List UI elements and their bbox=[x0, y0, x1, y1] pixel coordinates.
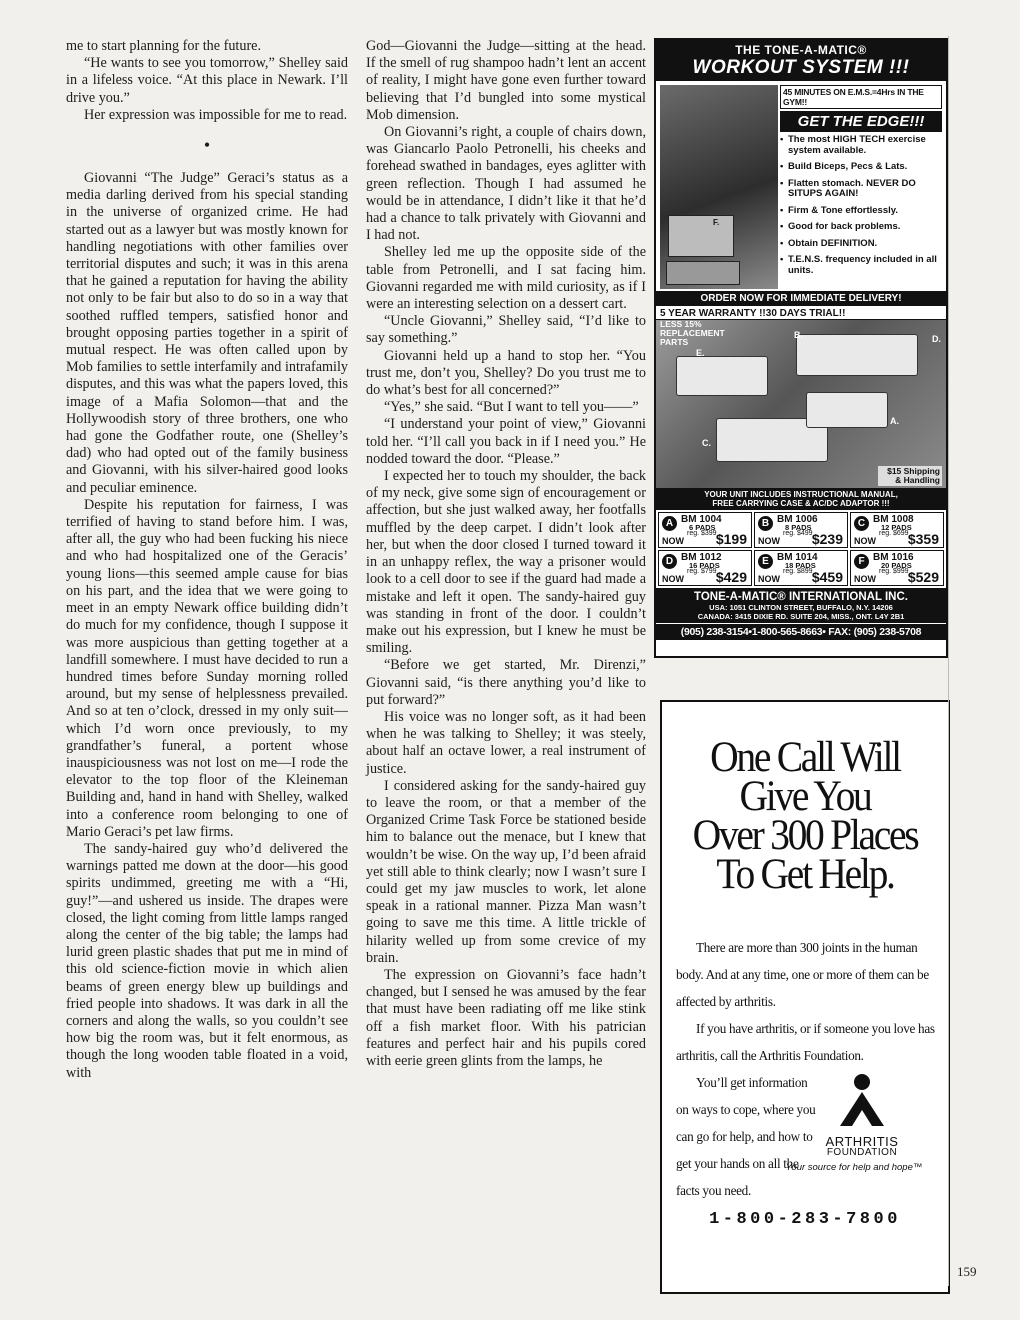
model-letter-badge: D bbox=[662, 554, 677, 569]
model-code: BM 1004 bbox=[681, 514, 722, 525]
now-label: NOW bbox=[854, 574, 876, 584]
model-price-grid bbox=[656, 510, 946, 588]
fitness-couple-photo bbox=[660, 85, 778, 289]
model-code: BM 1016 bbox=[873, 552, 914, 563]
model-letter-badge: C bbox=[854, 516, 869, 531]
model-offer bbox=[754, 512, 848, 548]
model-price: $359 bbox=[907, 531, 939, 547]
replacement-note: LESS 15% REPLACEMENT PARTS bbox=[660, 319, 725, 347]
unit-label: B. bbox=[794, 330, 803, 340]
arthritis-foundation-ad bbox=[660, 700, 950, 1294]
paragraph: I expected her to touch my shoulder, the back of my neck, give some sign of encouragement or affection, but she just walked away, her footfalls muffled by the deep carpet. I didn’t look after her, but when the door closed I turned toward it in an unhappy reflex, the way a prisoner would look to a cell door to see if the guard had made a mistake and left it open. The sandy-haired guy was standing in front of the door. I couldn’t make out his expression, but I knew he must be smiling. bbox=[366, 468, 646, 657]
list-item: • Good for back problems. bbox=[780, 222, 942, 233]
org-name bbox=[812, 1136, 912, 1158]
paragraph: The expression on Giovanni’s face hadn’t changed, but I sensed he was amused by the fear that must have been radiating off me like stink off a fish market floor. With his patrician features and perfect hair and his pupils cored with eerie green glints from the lamps, he bbox=[366, 966, 646, 1069]
phone-numbers: (905) 238-3154•1-800-565-8663• FAX: (905) 238-5708 bbox=[656, 623, 946, 640]
ad-promo-area bbox=[656, 81, 946, 291]
list-item: • Firm & Tone effortlessly. bbox=[780, 206, 942, 217]
ad-features bbox=[780, 85, 942, 282]
page-number: 159 bbox=[957, 1264, 977, 1279]
model-offer bbox=[754, 550, 848, 586]
canada-address: CANADA: 3415 DIXIE RD. SUITE 204, MISS., ONT. L4Y 2B1 bbox=[697, 612, 905, 621]
section-break: • bbox=[203, 135, 211, 156]
paragraph: me to start planning for the future. bbox=[66, 38, 262, 54]
headline-line: One Call Will bbox=[710, 734, 900, 781]
model-price: $529 bbox=[907, 569, 939, 585]
now-label: NOW bbox=[758, 536, 780, 546]
model-regular-price: reg. $399 bbox=[687, 530, 717, 537]
now-label: NOW bbox=[662, 574, 684, 584]
model-regular-price: reg. $899 bbox=[783, 568, 813, 575]
unit-label: A. bbox=[890, 416, 899, 426]
includes-banner bbox=[656, 488, 946, 510]
model-pads: 12 PADS bbox=[881, 523, 912, 532]
ad-paragraph: If you have arthritis, or if someone you love has arthritis, call the Arthritis Foundation. bbox=[676, 1021, 935, 1063]
ad-headline bbox=[673, 734, 936, 898]
org-tagline: Your source for help and hope™ bbox=[785, 1162, 923, 1173]
unit-label: D. bbox=[932, 334, 941, 344]
model-price: $239 bbox=[811, 531, 843, 547]
org-name-line: ARTHRITIS bbox=[825, 1134, 899, 1149]
company-name: TONE-A-MATIC® INTERNATIONAL INC. bbox=[694, 591, 908, 603]
paragraph: Giovanni held up a hand to stop her. “You trust me, don’t you, Shelley? Do you trust me to do what’s best for all concerned?” bbox=[366, 347, 646, 399]
headline-line: Give You bbox=[739, 773, 871, 820]
unit-label: C. bbox=[702, 438, 711, 448]
paragraph: “I understand your point of view,” Giovanni told her. “I’ll call you back in if I need you.” He nodded toward the door. “Please.” bbox=[366, 416, 646, 467]
photo-label: F. bbox=[713, 218, 720, 227]
paragraph: Despite his reputation for fairness, I was terrified of having to stand before him. I was, after all, the guy who had been fucking his niece and who had hospitalized one of the Geracis’ young lions—this seemed ample cause for bias on his part, and the idea that we were going to meet in an empty Newark office building didn’t do much for my confidence, though I suppose it was more auspicious than getting together at a landfill somewhere. I must have decided to run a hundred times before Sunday morning rolled around, but my sense of helplessness prevailed. And so at ten o’clock, dressed in my only suit—which I’d worn once previously, to my grandfather’s funeral, a portent whose inauspiciousness was not lost on me—I rode the elevator to the top floor of the Kleineman Building and, hand in hand with Shelley, walked into a conference room belonging to one of Mario Geraci’s pet law firms. bbox=[66, 496, 348, 840]
helpline-number: 1-800-283-7800 bbox=[709, 1210, 901, 1229]
edge-banner: GET THE EDGE!!! bbox=[780, 111, 942, 132]
org-name-line: FOUNDATION bbox=[826, 1147, 898, 1158]
model-code: BM 1006 bbox=[777, 514, 818, 525]
unit-image bbox=[796, 334, 918, 376]
includes-line: YOUR UNIT INCLUDES INSTRUCTIONAL MANUAL, bbox=[704, 490, 898, 499]
now-label: NOW bbox=[662, 536, 684, 546]
paragraph: “Before we get started, Mr. Direnzi,” Giovanni said, “is there anything you’d like to put forward?” bbox=[366, 657, 646, 708]
list-item: • Flatten stomach. NEVER DO SITUPS AGAIN! bbox=[780, 179, 942, 200]
company-block bbox=[656, 588, 946, 623]
model-code: BM 1012 bbox=[681, 552, 722, 563]
paragraph: Her expression was impossible for me to read. bbox=[84, 106, 348, 123]
model-pads: 16 PADS bbox=[689, 561, 720, 570]
model-offer bbox=[850, 512, 944, 548]
paragraph: God—Giovanni the Judge—sitting at the head. If the smell of rug shampoo hadn’t lent an accent of reality, I might have gone even further toward believing that I’d bungled into some mystical Mob dimension. bbox=[366, 38, 646, 123]
model-price: $459 bbox=[811, 569, 843, 585]
tone-a-matic-ad bbox=[654, 38, 948, 658]
now-label: NOW bbox=[854, 536, 876, 546]
unit-image bbox=[676, 356, 768, 396]
paragraph: Giovanni “The Judge” Geraci’s status as a media darling derived from his special standing in the universe of organized crime. He had started out as a lawyer but was mostly known for handling negotiations with other families over territorial disputes and such; it was in this arena that he gained a reputation for having the ability not only to be fair but also to do so in a way that soothed ruffled tempers, satisfied honor and brought opposing parties together in a spirit of mutual respect. He was often called upon by Mob families to settle interfamily and intrafamily disputes, and this was what the papers loved, this image of a Mafia Solomon—that and the Hollywoodish story of three brothers, one who had gone the Godfather route, one (Shelley’s dad) who had opted out of the family business and Giovanni, with his silver-haired good looks and peculiar eminence. bbox=[66, 170, 348, 496]
model-regular-price: reg. $499 bbox=[783, 530, 813, 537]
feature-list bbox=[780, 135, 942, 276]
model-pads: 6 PADS bbox=[689, 523, 716, 532]
paragraph: The sandy-haired guy who’d delivered the warnings patted me down at the door—his good spirits undimmed, greeting me with a “Hi, guy!”—and ushered us inside. The drapes were closed, the light coming from little lamps ranged along the center of the big table; the lamps had lurid green plastic shades that put me in mind of this old science-fiction movie in which alien beams of green energy blew up buildings and fried people into shadows. It was dark in all the corners and along the walls, so you couldn’t see how big the room was, but it felt enormous, as though the long wooden table floated in a void, with bbox=[66, 840, 348, 1081]
model-code: BM 1008 bbox=[873, 514, 914, 525]
units-photo bbox=[656, 320, 946, 488]
list-item: • T.E.N.S. frequency included in all units. bbox=[780, 255, 942, 276]
paragraph: Shelley led me up the opposite side of the table from Petronelli, and I sat facing him. Giovanni regarded me with mild curiosity, as if I were an interesting selection on a dessert cart. bbox=[366, 244, 646, 313]
page-edge-rule bbox=[948, 36, 949, 1286]
model-offer bbox=[658, 550, 752, 586]
paragraph: “Yes,” she said. “But I want to tell you——” bbox=[384, 399, 639, 416]
list-item: • Build Biceps, Pecs & Lats. bbox=[780, 162, 942, 173]
list-item: • The most HIGH TECH exercise system available. bbox=[780, 135, 942, 156]
arthritis-foundation-logo-icon bbox=[832, 1072, 892, 1128]
ad-title: WORKOUT SYSTEM !!! bbox=[692, 57, 910, 78]
model-letter-badge: A bbox=[662, 516, 677, 531]
article-column-2 bbox=[366, 38, 646, 1070]
minutes-claim: 45 MINUTES ON E.M.S.=4Hrs IN THE GYM!! bbox=[780, 85, 942, 109]
model-offer bbox=[850, 550, 944, 586]
shipping-note: $15 Shipping & Handling bbox=[878, 466, 942, 486]
ad-brand-line: THE TONE-A-MATIC® bbox=[735, 43, 867, 57]
model-price: $429 bbox=[715, 569, 747, 585]
paragraph: His voice was no longer soft, as it had been when he was talking to Shelley; it was steely, about half an octave lower, a real instrument of justice. bbox=[366, 708, 646, 777]
model-code: BM 1014 bbox=[777, 552, 818, 563]
paragraph: “He wants to see you tomorrow,” Shelley said in a lifeless voice. “At this place in Newark. I’ll drive you.” bbox=[66, 55, 348, 106]
usa-address: USA: 1051 CLINTON STREET, BUFFALO, N.Y. 14206 bbox=[709, 603, 893, 612]
paragraph: On Giovanni’s right, a couple of chairs down, was Giancarlo Paolo Petronelli, his cheeks and forehead swathed in bandages, eyes aglitter with green reflection. Though I had assumed he would be in attendance, I didn’t like it that he’d had a chance to talk privately with Giovanni and I had not. bbox=[366, 124, 646, 244]
model-letter-badge: B bbox=[758, 516, 773, 531]
model-regular-price: reg. $999 bbox=[879, 568, 909, 575]
paragraph: I considered asking for the sandy-haired guy to leave the room, or that a member of the Organized Crime Task Force be stationed beside him to balance out the menace, but I knew that wouldn’t be wise. On the way up, I’d been afraid yet still able to think clearly; now I wasn’t sure I could get my jaw muscles to work, let alone speak in a rational manner. Pizza Man wasn’t going to save me this time. A little trickle of hilarity welled up from some crevice of my brain. bbox=[366, 777, 646, 966]
model-regular-price: reg. $799 bbox=[687, 568, 717, 575]
headline-line: To Get Help. bbox=[716, 851, 894, 898]
unit-image bbox=[806, 392, 888, 428]
ad-paragraph: There are more than 300 joints in the human body. And at any time, one or more of them can be affected by arthritis. bbox=[676, 940, 929, 1009]
warranty-line: 5 YEAR WARRANTY !!30 DAYS TRIAL!! bbox=[656, 306, 946, 320]
order-banner: ORDER NOW FOR IMMEDIATE DELIVERY! bbox=[656, 291, 946, 306]
model-offer bbox=[658, 512, 752, 548]
model-pads: 8 PADS bbox=[785, 523, 812, 532]
list-item: • Obtain DEFINITION. bbox=[780, 239, 942, 250]
model-letter-badge: F bbox=[854, 554, 869, 569]
paragraph: “Uncle Giovanni,” Shelley said, “I’d like to say something.” bbox=[366, 313, 646, 347]
device-case-image bbox=[666, 261, 740, 285]
ad-header bbox=[656, 40, 946, 81]
unit-label: E. bbox=[696, 348, 705, 358]
model-regular-price: reg. $699 bbox=[879, 530, 909, 537]
device-box-image bbox=[668, 215, 734, 257]
model-price: $199 bbox=[715, 531, 747, 547]
article-column-1 bbox=[66, 38, 348, 1082]
now-label: NOW bbox=[758, 574, 780, 584]
ad-paragraph: You’ll get information on ways to cope, where you can go for help, and how to get your hands on all the facts you need. bbox=[676, 1075, 816, 1198]
model-pads: 18 PADS bbox=[785, 561, 816, 570]
headline-line: Over 300 Places bbox=[692, 812, 918, 859]
model-pads: 20 PADS bbox=[881, 561, 912, 570]
includes-line: FREE CARRYING CASE & AC/DC ADAPTOR !!! bbox=[712, 499, 890, 508]
model-letter-badge: E bbox=[758, 554, 773, 569]
